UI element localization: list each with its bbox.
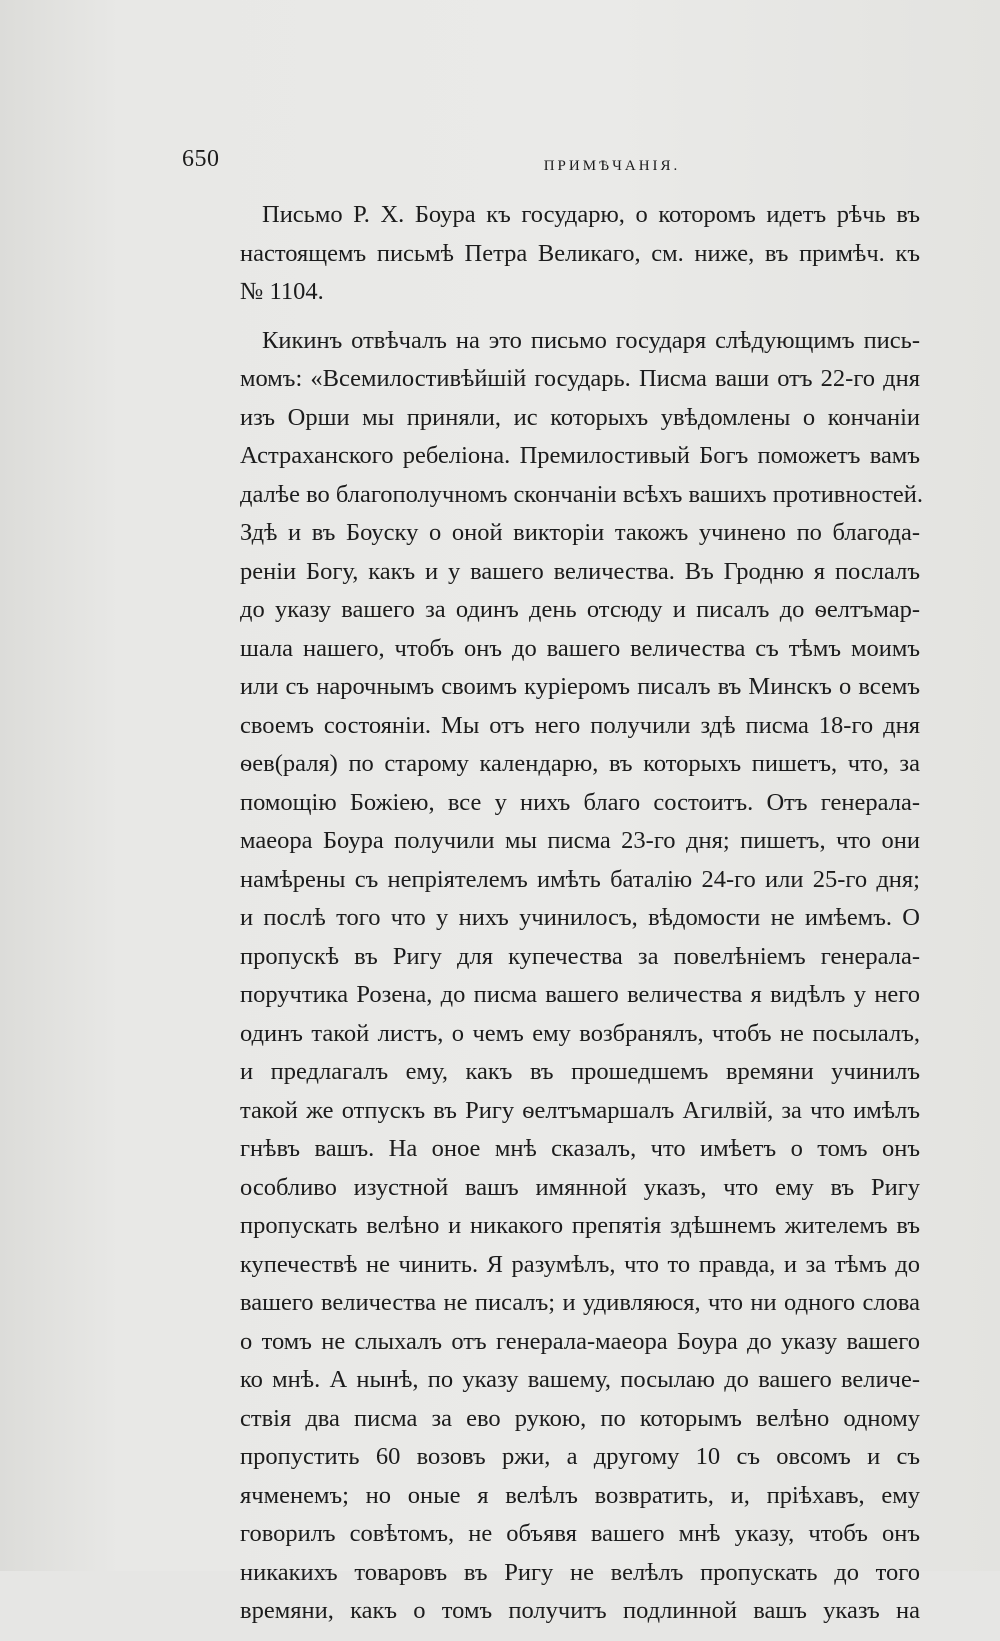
text-line: времяни, какъ о томъ получитъ подлинной вашъ указъ на (240, 1597, 920, 1624)
text-line: о томъ не слыхалъ отъ генерала-маеора Боура до указу вашего (240, 1327, 920, 1355)
text-line: ѳев(раля) по старому календарю, въ которыхъ пишетъ, что, за (240, 750, 920, 777)
text-line: настоящемъ письмѣ Петра Великаго, см. ниже, въ примѣч. къ (240, 239, 920, 267)
text-line: помощію Божіею, все у нихъ благо состоитъ. Отъ генерала- (240, 788, 920, 816)
page-number: 650 (182, 146, 220, 172)
running-head (182, 140, 922, 180)
section-title: ПРИМѢЧАНІЯ. (543, 158, 681, 174)
text-line: пропускѣ въ Ригу для купечества за повелѣніемъ генерала- (240, 942, 920, 970)
text-line: вашего величества не писалъ; и удивляюся, что ни одного слова (240, 1289, 920, 1316)
text-line: реніи Богу, какъ и у вашего величества. Въ Гродню я послалъ (240, 557, 920, 585)
text-line: своемъ состояніи. Мы отъ него получили здѣ писма 18-го дня (240, 711, 920, 739)
text-line: поручтика Розена, до писма вашего величества я видѣлъ у него (240, 981, 920, 1008)
text-line: изъ Орши мы приняли, ис которыхъ увѣдомлены о кончаніи (240, 403, 920, 431)
text-line: говорилъ совѣтомъ, не объявя вашего мнѣ указу, чтобъ онъ (240, 1520, 920, 1547)
text-line: такой же отпускъ въ Ригу ѳелтъмаршалъ Агилвій, за что имѣлъ (240, 1096, 920, 1124)
text-line: и послѣ того что у нихъ учинилосъ, вѣдомости не имѣемъ. О (240, 904, 920, 931)
paragraph (240, 196, 920, 312)
text-line: никакихъ товаровъ въ Ригу не велѣлъ пропускать до того (240, 1558, 920, 1586)
text-line: и предлагалъ ему, какъ въ прошедшемъ времяни учинилъ (240, 1058, 920, 1085)
text-line: купечествѣ не чинить. Я разумѣлъ, что то правда, и за тѣмъ до (240, 1250, 920, 1278)
text-line: далѣе во благополучномъ скончаніи всѣхъ вашихъ противностей. (240, 480, 924, 508)
text-line: № 1104. (240, 278, 324, 305)
text-line: шала нашего, чтобъ онъ до вашего величества съ тѣмъ моимъ (240, 634, 920, 662)
paragraph (240, 322, 924, 1631)
text-line: момъ: «Всемилостивѣйшій государь. Писма ваши отъ 22-го дня (240, 365, 920, 392)
text-line: одинъ такой листъ, о чемъ ему возбранялъ, чтобъ не посылалъ, (240, 1019, 920, 1047)
text-line: Кикинъ отвѣчалъ на это письмо государя слѣдующимъ пись- (262, 326, 920, 354)
text-line: до указу вашего за одинъ день отсюду и писалъ до ѳелтъмар- (240, 596, 920, 623)
text-line: Здѣ и въ Боуску о оной викторіи такожъ учинено по благода- (240, 519, 920, 546)
text-line: ячменемъ; но оные я велѣлъ возвратить, и, пріѣхавъ, ему (240, 1481, 920, 1509)
text-line: пропускать велѣно и никакого препятія здѣшнемъ жителемъ въ (240, 1212, 920, 1239)
text-line: Астраханского ребеліона. Премилостивый Богъ поможетъ вамъ (240, 442, 920, 469)
body-text (240, 196, 924, 1641)
text-line: ко мнѣ. А нынѣ, по указу вашему, посылаю до вашего величе- (240, 1366, 920, 1393)
text-line: пропустить 60 возовъ ржи, а другому 10 съ овсомъ и съ (240, 1443, 920, 1470)
text-line: маеора Боура получили мы писма 23-го дня; пишетъ, что они (240, 827, 920, 854)
text-line: ствія два писма за ево рукою, по которымъ велѣно одному (240, 1404, 920, 1432)
text-line: особливо изустной вашъ имянной указъ, что ему въ Ригу (240, 1173, 920, 1201)
text-line: или съ нарочнымъ своимъ куріеромъ писалъ въ Минскъ о всемъ (240, 673, 920, 700)
text-line: Письмо Р. Х. Боура къ государю, о которомъ идетъ рѣчь въ (262, 201, 920, 228)
text-line: намѣрены съ непріятелемъ имѣть баталію 24-го или 25-го дня; (240, 865, 920, 893)
text-line: гнѣвъ вашъ. На оное мнѣ сказалъ, что имѣетъ о томъ онъ (240, 1135, 920, 1162)
